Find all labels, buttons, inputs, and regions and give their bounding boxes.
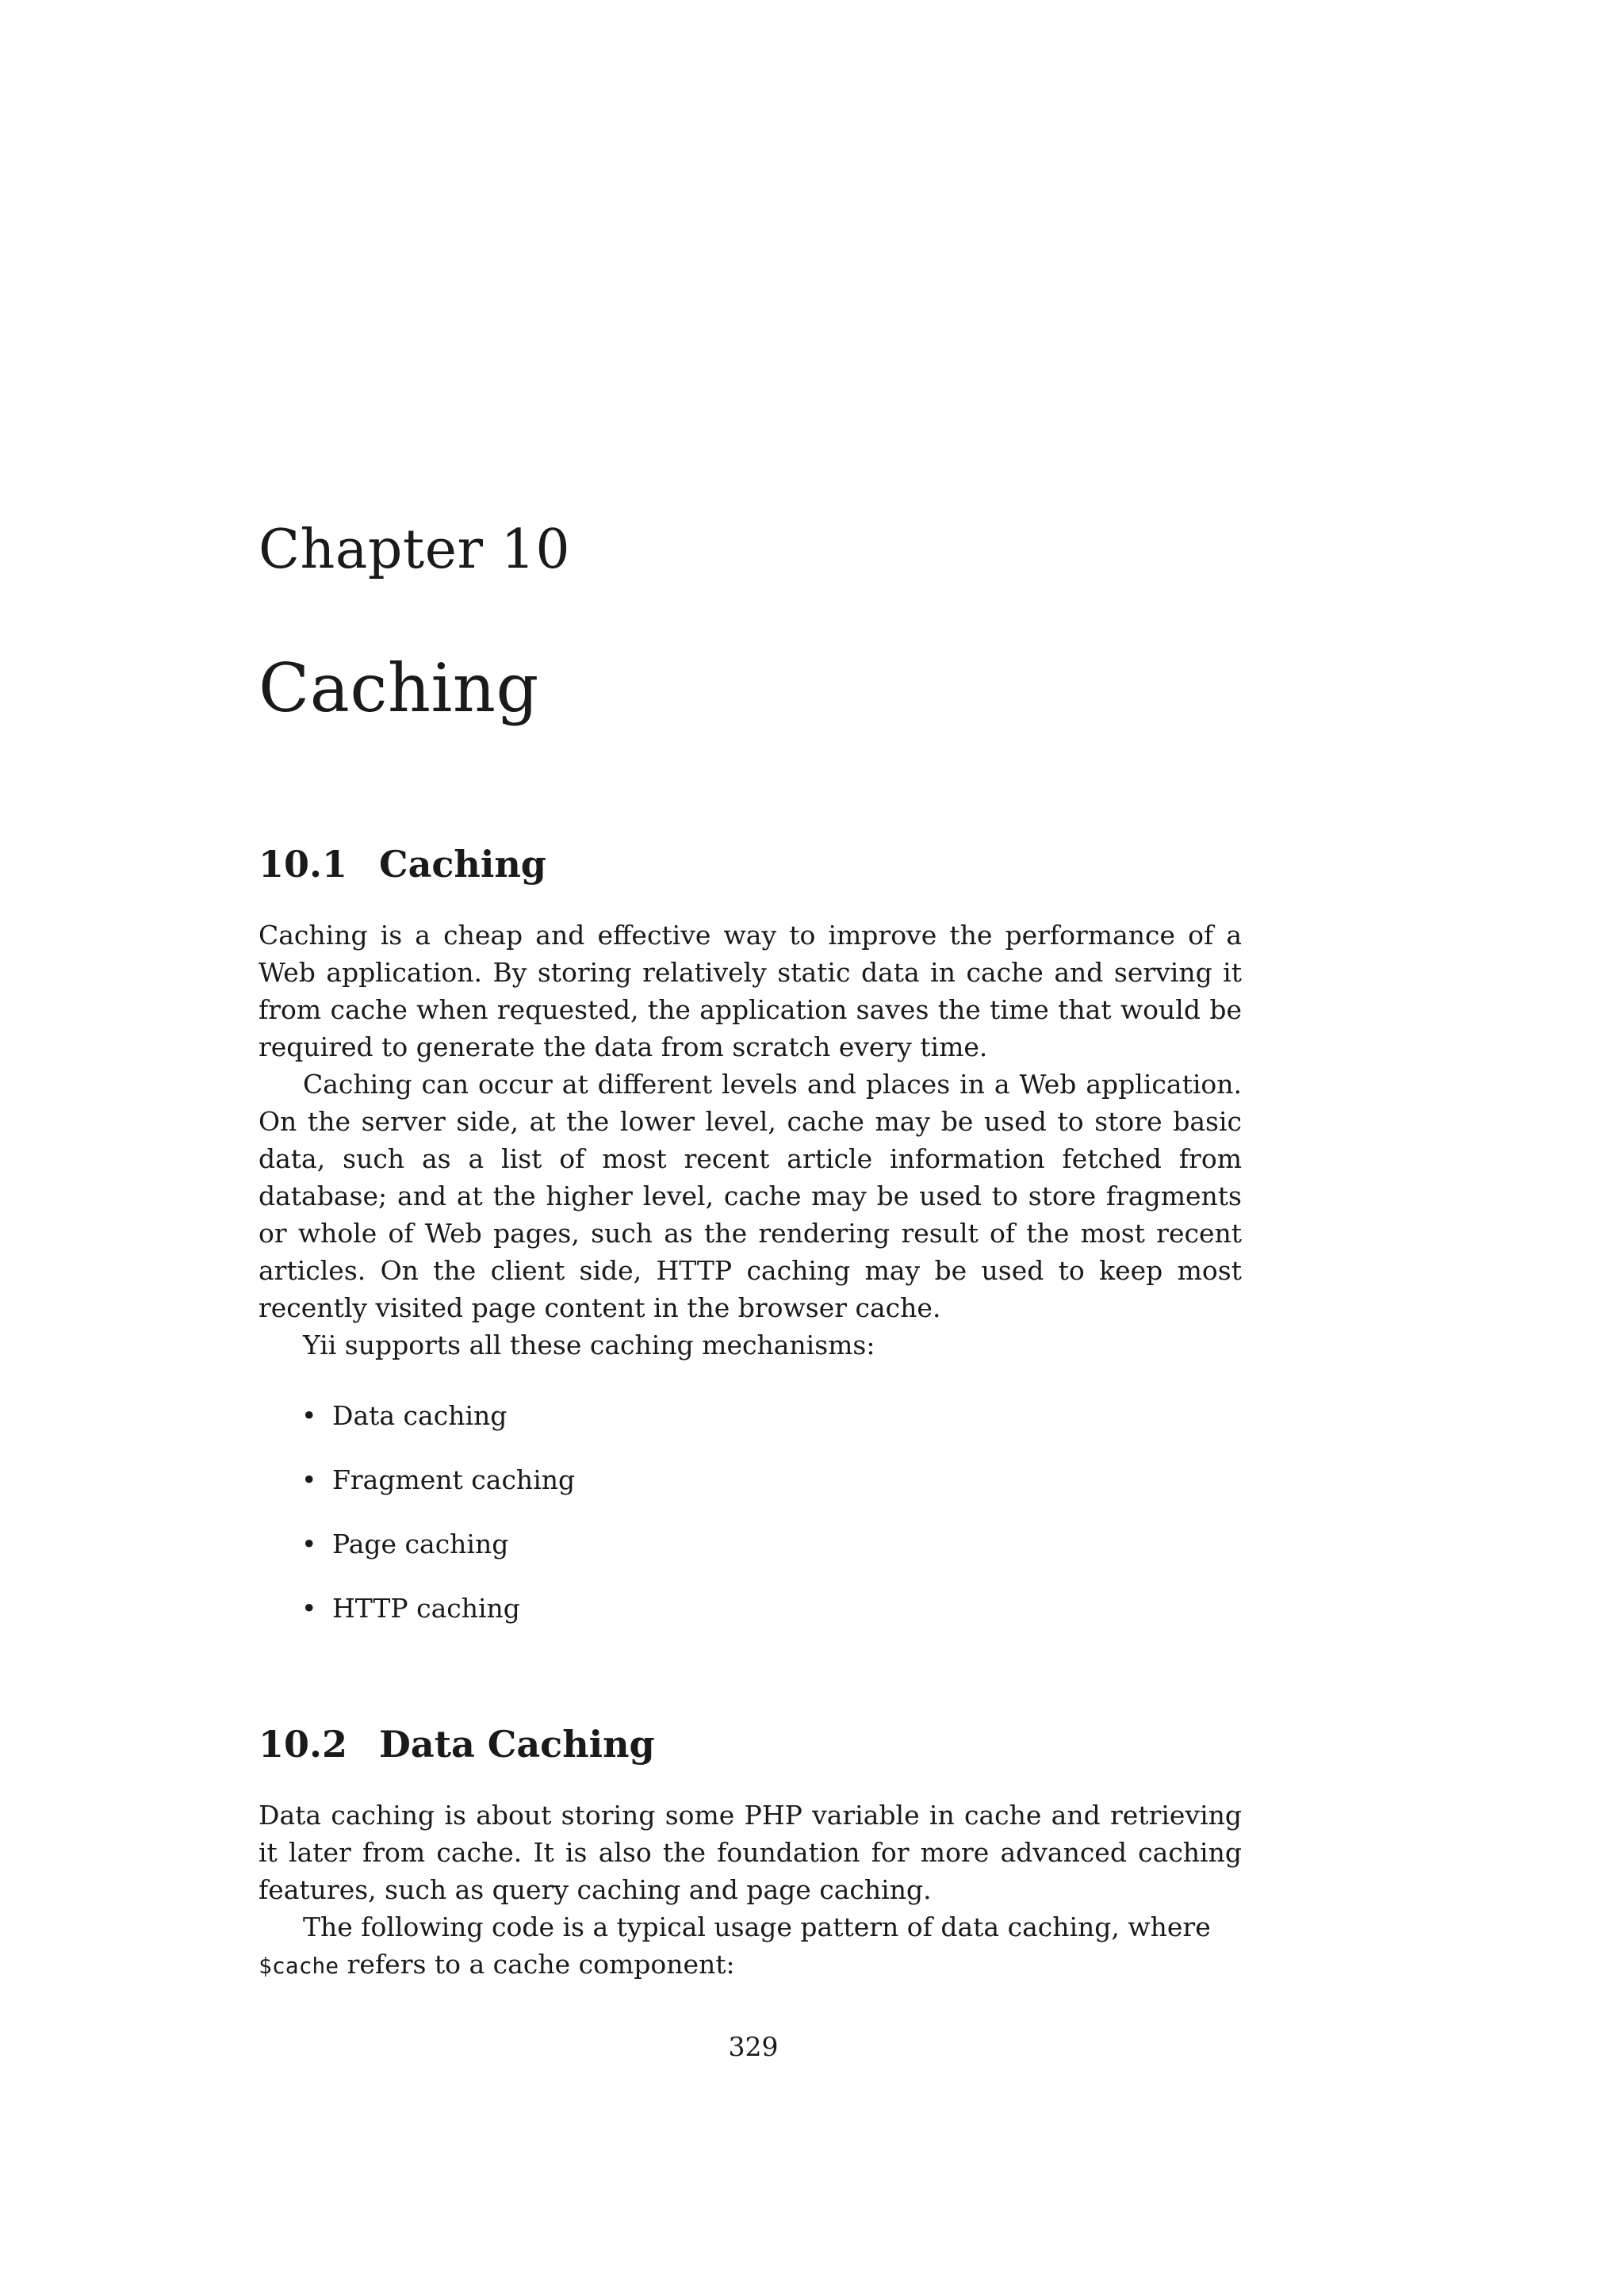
- section-10-1-body: [259, 916, 1242, 1364]
- section-number: 10.2: [259, 1723, 348, 1766]
- bullet-icon: •: [301, 1593, 317, 1624]
- list-item-label: HTTP caching: [332, 1593, 520, 1624]
- section-heading-10-1: [259, 843, 546, 886]
- paragraph-continuation: [259, 1946, 1242, 1984]
- list-item: [259, 1461, 575, 1525]
- page-number: 329: [728, 2031, 779, 2062]
- section-10-2-body: [259, 1797, 1242, 1984]
- paragraph: Yii supports all these caching mechanisms:: [303, 1330, 875, 1360]
- list-item: [259, 1590, 575, 1654]
- bullet-icon: •: [301, 1400, 317, 1431]
- inline-code: $cache: [259, 1953, 339, 1979]
- list-item-label: Page caching: [332, 1529, 509, 1559]
- list-item: [259, 1397, 575, 1461]
- section-heading-10-2: [259, 1723, 655, 1766]
- section-title: Data Caching: [379, 1723, 655, 1766]
- section-number: 10.1: [259, 843, 348, 886]
- caching-mechanisms-list: [259, 1397, 575, 1654]
- bullet-icon: •: [301, 1529, 317, 1559]
- paragraph: Data caching is about storing some PHP variable in cache and retrieving it later from cache. It is also the foundation for more advanced caching features, such as query caching and page caching.: [259, 1800, 1242, 1905]
- chapter-label: Chapter 10: [259, 519, 571, 581]
- chapter-title: Caching: [259, 649, 539, 727]
- paragraph: Caching is a cheap and effective way to improve the performance of a Web application. By storing relatively static data in cache and serving it from cache when requested, the application saves the time that would be required to generate the data from scratch every time.: [259, 920, 1242, 1062]
- list-item-label: Data caching: [332, 1400, 508, 1431]
- bullet-icon: •: [301, 1464, 317, 1495]
- paragraph: The following code is a typical usage pattern of data caching, where: [303, 1911, 1211, 1942]
- section-title: Caching: [379, 843, 546, 886]
- paragraph: Caching can occur at different levels and places in a Web application. On the server side, at the lower level, cache may be used to store basic data, such as a list of most recent article information fetched from database; and at the higher level, cache may be used to store fragments or whole of Web pages, such as the rendering result of the most recent articles. On the client side, HTTP caching may be used to keep most recently visited page content in the browser cache.: [259, 1069, 1242, 1323]
- list-item: [259, 1525, 575, 1590]
- list-item-label: Fragment caching: [332, 1464, 576, 1495]
- paragraph-tail: refers to a cache component:: [347, 1949, 735, 1980]
